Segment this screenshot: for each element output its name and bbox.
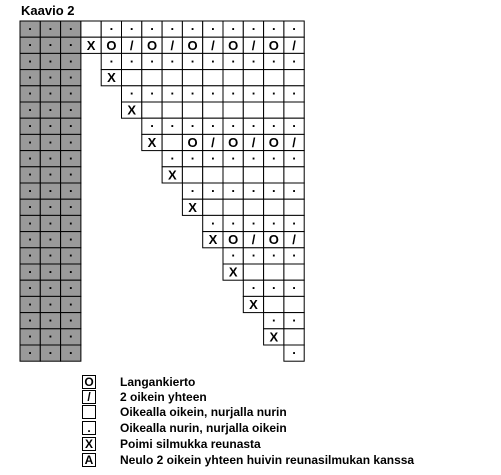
chart-cell (81, 21, 101, 37)
chart-symbol-purl-dot: . (68, 115, 73, 131)
chart-symbol-purl-dot: . (68, 82, 73, 98)
chart-symbol-purl-dot: . (48, 341, 53, 357)
chart-symbol-purl-dot: . (48, 17, 53, 33)
chart-symbol-purl-dot: . (68, 309, 73, 325)
chart-symbol-purl-dot: . (292, 341, 296, 357)
legend-label: 2 oikein yhteen (120, 390, 207, 404)
chart-symbol-pick-up-x: X (188, 199, 197, 215)
chart-symbol-purl-dot: . (231, 17, 236, 33)
legend-symbol: / (82, 390, 96, 404)
chart-symbol-purl-dot: . (28, 131, 32, 147)
chart-symbol-yarn-over-o: O (228, 232, 239, 248)
chart-symbol-purl-dot: . (231, 212, 236, 228)
chart-symbol-purl-dot: . (48, 277, 53, 293)
chart-symbol-purl-dot: . (68, 98, 73, 114)
chart-symbol-pick-up-x: X (127, 102, 137, 118)
chart-symbol-purl-dot: . (68, 66, 73, 82)
chart-symbol-purl-dot: . (28, 260, 32, 276)
chart-symbol-purl-dot: . (48, 212, 53, 228)
chart-symbol-purl-dot: . (170, 17, 175, 33)
chart-symbol-purl-dot: . (150, 115, 154, 131)
chart-symbol-purl-dot: . (231, 50, 236, 66)
chart-symbol-purl-dot: . (68, 212, 73, 228)
chart-symbol-yarn-over-o: O (228, 37, 239, 53)
chart-symbol-yarn-over-o: O (268, 135, 279, 150)
chart-symbol-purl-dot: . (28, 34, 32, 50)
chart-symbol-k2tog-slash: / (251, 135, 256, 150)
chart-symbol-purl-dot: . (251, 115, 256, 131)
chart-symbol-purl-dot: . (28, 163, 32, 179)
chart-symbol-purl-dot: . (28, 66, 32, 82)
chart-symbol-purl-dot: . (271, 212, 276, 228)
chart-symbol-purl-dot: . (251, 277, 256, 293)
chart-symbol-purl-dot: . (231, 115, 236, 131)
chart-symbol-pick-up-x: X (147, 135, 157, 150)
diagram-title: Kaavio 2 (21, 3, 75, 18)
chart-symbol-purl-dot: . (170, 50, 175, 66)
chart-symbol-pick-up-x: X (269, 329, 279, 345)
chart-symbol-purl-dot: . (28, 50, 32, 66)
chart-symbol-purl-dot: . (48, 115, 53, 131)
chart-symbol-purl-dot: . (28, 293, 32, 309)
chart-symbol-purl-dot: . (68, 50, 73, 66)
chart-symbol-purl-dot: . (190, 17, 195, 33)
chart-symbol-purl-dot: . (231, 82, 236, 98)
legend-symbol: . (82, 421, 96, 435)
chart-symbol-purl-dot: . (48, 244, 53, 260)
chart-symbol-purl-dot: . (211, 115, 215, 131)
chart-symbol-purl-dot: . (190, 147, 195, 163)
chart-symbol-purl-dot: . (211, 50, 215, 66)
chart-symbol-yarn-over-o: O (146, 37, 158, 53)
chart-symbol-purl-dot: . (150, 82, 154, 98)
chart-symbol-purl-dot: . (129, 17, 134, 33)
chart-symbol-purl-dot: . (28, 115, 32, 131)
chart-symbol-purl-dot: . (28, 244, 32, 260)
chart-symbol-purl-dot: . (292, 277, 296, 293)
chart-symbol-purl-dot: . (251, 179, 256, 195)
chart-symbol-purl-dot: . (48, 98, 53, 114)
chart-symbol-k2tog-slash: / (251, 232, 256, 248)
chart-symbol-purl-dot: . (48, 309, 53, 325)
chart-symbol-purl-dot: . (292, 309, 296, 325)
chart-symbol-purl-dot: . (48, 66, 53, 82)
chart-symbol-purl-dot: . (292, 50, 296, 66)
chart-symbol-purl-dot: . (109, 17, 114, 33)
chart-symbol-pick-up-x: X (107, 70, 116, 86)
chart-symbol-pick-up-x: X (208, 232, 218, 248)
chart-symbol-purl-dot: . (292, 244, 296, 260)
chart-symbol-purl-dot: . (271, 17, 276, 33)
chart-symbol-purl-dot: . (68, 131, 73, 147)
chart-symbol-purl-dot: . (170, 82, 175, 98)
chart-symbol-purl-dot: . (170, 115, 175, 131)
chart-symbol-purl-dot: . (271, 115, 276, 131)
chart-symbol-pick-up-x: X (228, 264, 238, 280)
chart-symbol-purl-dot: . (190, 50, 195, 66)
chart-symbol-purl-dot: . (292, 115, 296, 131)
chart-symbol-purl-dot: . (231, 179, 236, 195)
chart-symbol-k2tog-slash: / (129, 37, 134, 53)
chart-symbol-purl-dot: . (48, 131, 53, 147)
chart-symbol-purl-dot: . (271, 147, 276, 163)
chart-symbol-k2tog-slash: / (292, 232, 296, 248)
chart-symbol-purl-dot: . (211, 147, 215, 163)
legend-symbol: X (82, 437, 96, 451)
chart-symbol-k2tog-slash: / (211, 37, 215, 53)
chart-symbol-yarn-over-o: O (187, 135, 198, 150)
chart-symbol-purl-dot: . (292, 147, 296, 163)
chart-symbol-purl-dot: . (190, 82, 195, 98)
legend-symbol (82, 405, 96, 419)
legend-label: Oikealla oikein, nurjalla nurin (120, 405, 287, 419)
chart-symbol-purl-dot: . (28, 228, 32, 244)
chart-symbol-k2tog-slash: / (292, 135, 296, 150)
legend-symbol: A (82, 453, 96, 467)
chart-symbol-purl-dot: . (271, 277, 276, 293)
legend-label: Neulo 2 oikein yhteen huivin reunasilmukan kanssa (120, 453, 415, 467)
legend-label: Oikealla nurin, nurjalla oikein (120, 421, 287, 435)
chart-symbol-purl-dot: . (68, 163, 73, 179)
chart-symbol-purl-dot: . (68, 293, 73, 309)
chart-symbol-purl-dot: . (48, 179, 53, 195)
chart-symbol-purl-dot: . (68, 196, 73, 212)
chart-symbol-purl-dot: . (48, 147, 53, 163)
chart-symbol-purl-dot: . (48, 260, 53, 276)
chart-symbol-purl-dot: . (48, 163, 53, 179)
chart-symbol-purl-dot: . (28, 98, 32, 114)
chart-symbol-purl-dot: . (251, 147, 256, 163)
chart-symbol-purl-dot: . (28, 196, 32, 212)
chart-symbol-purl-dot: . (211, 179, 215, 195)
chart-symbol-purl-dot: . (48, 82, 53, 98)
chart-symbol-purl-dot: . (251, 82, 256, 98)
chart-symbol-purl-dot: . (48, 50, 53, 66)
legend-label: Langankierto (120, 375, 196, 389)
chart-symbol-purl-dot: . (68, 244, 73, 260)
chart-symbol-purl-dot: . (48, 228, 53, 244)
chart-symbol-k2tog-slash: / (170, 37, 175, 53)
chart-symbol-purl-dot: . (48, 34, 53, 50)
chart-symbol-purl-dot: . (68, 147, 73, 163)
chart-symbol-purl-dot: . (190, 115, 195, 131)
chart-symbol-purl-dot: . (150, 50, 154, 66)
chart-symbol-pick-up-x: X (86, 37, 96, 53)
chart-symbol-purl-dot: . (271, 309, 276, 325)
chart-symbol-purl-dot: . (292, 17, 296, 33)
chart-symbol-k2tog-slash: / (211, 135, 215, 150)
chart-symbol-purl-dot: . (28, 341, 32, 357)
chart-symbol-pick-up-x: X (167, 167, 177, 183)
legend-symbol: O (82, 375, 96, 389)
chart-symbol-purl-dot: . (48, 196, 53, 212)
chart-symbol-purl-dot: . (28, 17, 32, 33)
chart-symbol-purl-dot: . (28, 277, 32, 293)
chart-symbol-purl-dot: . (28, 309, 32, 325)
chart-symbol-purl-dot: . (271, 179, 276, 195)
chart-symbol-purl-dot: . (48, 293, 53, 309)
chart-symbol-purl-dot: . (292, 179, 296, 195)
chart-symbol-purl-dot: . (251, 50, 256, 66)
chart-symbol-purl-dot: . (150, 17, 154, 33)
chart-symbol-purl-dot: . (68, 34, 73, 50)
chart-symbol-yarn-over-o: O (187, 37, 198, 53)
chart-symbol-purl-dot: . (211, 212, 215, 228)
chart-symbol-yarn-over-o: O (268, 232, 279, 248)
chart-symbol-purl-dot: . (68, 179, 73, 195)
chart-symbol-purl-dot: . (211, 17, 215, 33)
chart-symbol-yarn-over-o: O (228, 135, 239, 150)
chart-symbol-purl-dot: . (271, 50, 276, 66)
chart-symbol-purl-dot: . (28, 147, 32, 163)
chart-symbol-purl-dot: . (68, 341, 73, 357)
chart-symbol-purl-dot: . (48, 325, 53, 341)
chart-symbol-pick-up-x: X (249, 297, 258, 312)
legend-label: Poimi silmukka reunasta (120, 437, 261, 451)
chart-symbol-purl-dot: . (129, 82, 134, 98)
chart-symbol-purl-dot: . (292, 82, 296, 98)
chart-symbol-purl-dot: . (251, 244, 256, 260)
chart-symbol-purl-dot: . (68, 228, 73, 244)
chart-symbol-purl-dot: . (231, 244, 236, 260)
chart-symbol-purl-dot: . (251, 17, 256, 33)
chart-symbol-purl-dot: . (28, 82, 32, 98)
chart-symbol-purl-dot: . (68, 277, 73, 293)
chart-symbol-purl-dot: . (68, 17, 73, 33)
chart-symbol-purl-dot: . (271, 244, 276, 260)
chart-symbol-yarn-over-o: O (268, 37, 279, 53)
chart-symbol-purl-dot: . (251, 212, 256, 228)
chart-symbol-purl-dot: . (211, 82, 215, 98)
chart-symbol-purl-dot: . (28, 179, 32, 195)
chart-symbol-purl-dot: . (271, 82, 276, 98)
chart-symbol-purl-dot: . (190, 179, 195, 195)
chart-symbol-purl-dot: . (170, 147, 175, 163)
chart-symbol-k2tog-slash: / (292, 37, 296, 53)
chart-symbol-yarn-over-o: O (106, 37, 117, 53)
chart-symbol-purl-dot: . (28, 325, 32, 341)
chart-symbol-purl-dot: . (231, 147, 236, 163)
chart-symbol-purl-dot: . (129, 50, 134, 66)
chart-symbol-purl-dot: . (68, 260, 73, 276)
chart-symbol-k2tog-slash: / (251, 37, 256, 53)
chart-symbol-purl-dot: . (28, 212, 32, 228)
chart-symbol-purl-dot: . (68, 325, 73, 341)
chart-symbol-purl-dot: . (292, 212, 296, 228)
chart-symbol-purl-dot: . (109, 50, 114, 66)
